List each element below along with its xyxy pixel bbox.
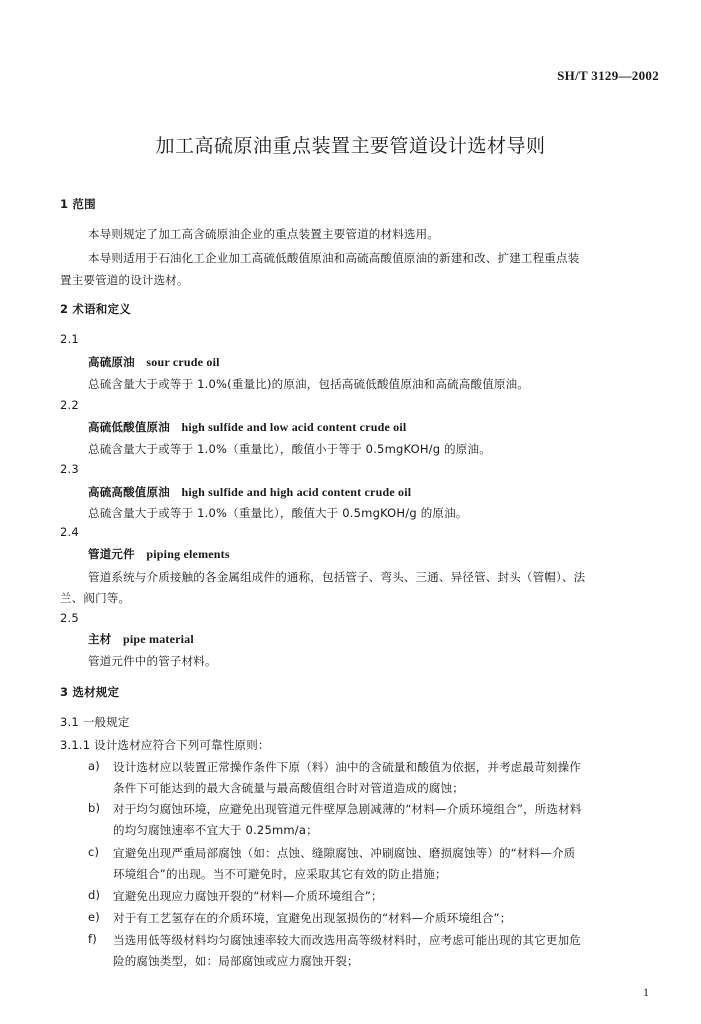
item-f-line-1: 当选用低等级材料均匀腐蚀速率较大而改选用高等级材料时，应考虑可能出现的其它更加危 xyxy=(113,933,581,947)
section-3-heading: 3 选材规定 xyxy=(60,685,120,699)
section-1-para-2-line-1: 本导则适用于石油化工企业加工高硫低酸值原油和高硫高酸值原油的新建和改、扩建工程重点装 xyxy=(88,251,580,265)
document-title: 加工高硫原油重点装置主要管道设计选材导则 xyxy=(155,135,546,157)
term-2-4-name xyxy=(88,546,230,562)
term-en: pipe material xyxy=(122,632,194,646)
section-1-para-2-line-2: 置主要管道的设计选材。 xyxy=(60,273,189,287)
term-en: sour crude oil xyxy=(146,355,220,369)
item-d-line-1: 宜避免出现应力腐蚀开裂的“材料—介质环境组合”； xyxy=(113,889,383,903)
term-cn: 管道元件 xyxy=(88,547,135,561)
term-2-3-name xyxy=(88,484,411,500)
item-a-line-1: 设计选材应以装置正常操作条件下原（料）油中的含硫量和酸值为依据，并考虑最苛刻操作 xyxy=(113,760,581,774)
term-en: piping elements xyxy=(146,547,230,561)
term-2-1-name xyxy=(88,354,220,370)
term-2-3-number: 2.3 xyxy=(60,462,79,476)
term-2-5-definition: 管道元件中的管子材料。 xyxy=(88,654,217,668)
term-cn: 高硫原油 xyxy=(88,355,135,369)
item-d-label: d) xyxy=(88,888,101,902)
section-1-para-1: 本导则规定了加工高含硫原油企业的重点装置主要管道的材料选用。 xyxy=(88,227,439,241)
clause-3-1-1: 3.1.1 设计选材应符合下列可靠性原则： xyxy=(60,738,270,752)
item-b-line-2: 的均匀腐蚀速率不宜大于 0.25mm/a； xyxy=(113,823,318,837)
term-2-2-definition: 总硫含量大于或等于 1.0%（重量比），酸值小于等于 0.5mgKOH/g 的原油。 xyxy=(88,442,491,456)
term-2-1-number: 2.1 xyxy=(60,332,79,346)
term-2-1-definition: 总硫含量大于或等于 1.0%(重量比)的原油，包括高硫低酸值原油和高硫高酸值原油。 xyxy=(88,377,530,391)
item-b-label: b) xyxy=(88,801,101,815)
section-1-heading: 1 范围 xyxy=(60,197,96,211)
term-en: high sulfide and high acid content crude oil xyxy=(181,485,412,499)
term-2-5-number: 2.5 xyxy=(60,611,79,625)
item-f-label: f) xyxy=(88,932,97,946)
term-2-3-definition: 总硫含量大于或等于 1.0%（重量比），酸值大于 0.5mgKOH/g 的原油。 xyxy=(88,506,468,520)
term-2-4-number: 2.4 xyxy=(60,525,79,539)
item-a-label: a) xyxy=(88,759,100,773)
term-2-4-definition-line-2: 兰、阀门等。 xyxy=(60,591,131,605)
item-e-line-1: 对于有工艺氢存在的介质环境，宜避免出现氢损伤的“材料—介质环境组合”； xyxy=(113,911,512,925)
item-f-line-2: 险的腐蚀类型，如：局部腐蚀或应力腐蚀开裂； xyxy=(113,954,359,968)
item-a-line-2: 条件下可能达到的最大含硫量与最高酸值组合时对管道造成的腐蚀； xyxy=(113,781,464,795)
section-2-heading: 2 术语和定义 xyxy=(60,302,131,316)
subsection-3-1: 3.1 一般规定 xyxy=(60,715,130,729)
item-b-line-1: 对于均匀腐蚀环境，应避免出现管道元件壁厚急剧减薄的“材料—介质环境组合”，所选材料 xyxy=(113,802,582,816)
term-cn: 高硫高酸值原油 xyxy=(88,485,170,499)
item-c-line-2: 环境组合”的出现。当不可避免时，应采取其它有效的防止措施； xyxy=(113,867,447,881)
term-2-5-name xyxy=(88,631,194,647)
term-2-2-number: 2.2 xyxy=(60,398,79,412)
term-2-2-name xyxy=(88,419,406,435)
standard-number: SH/T 3129—2002 xyxy=(557,68,659,83)
item-c-line-1: 宜避免出现严重局部腐蚀（如：点蚀、缝隙腐蚀、冲刷腐蚀、磨损腐蚀等）的“材料—介质 xyxy=(113,846,576,860)
term-en: high sulfide and low acid content crude oil xyxy=(181,420,407,434)
item-e-label: e) xyxy=(88,910,100,924)
term-cn: 高硫低酸值原油 xyxy=(88,420,170,434)
page-number: 1 xyxy=(643,985,649,999)
term-2-4-definition-line-1: 管道系统与介质接触的各金属组成件的通称，包括管子、弯头、三通、异径管、封头（管帽）、法 xyxy=(88,570,586,584)
term-cn: 主材 xyxy=(88,632,112,646)
item-c-label: c) xyxy=(88,845,100,859)
